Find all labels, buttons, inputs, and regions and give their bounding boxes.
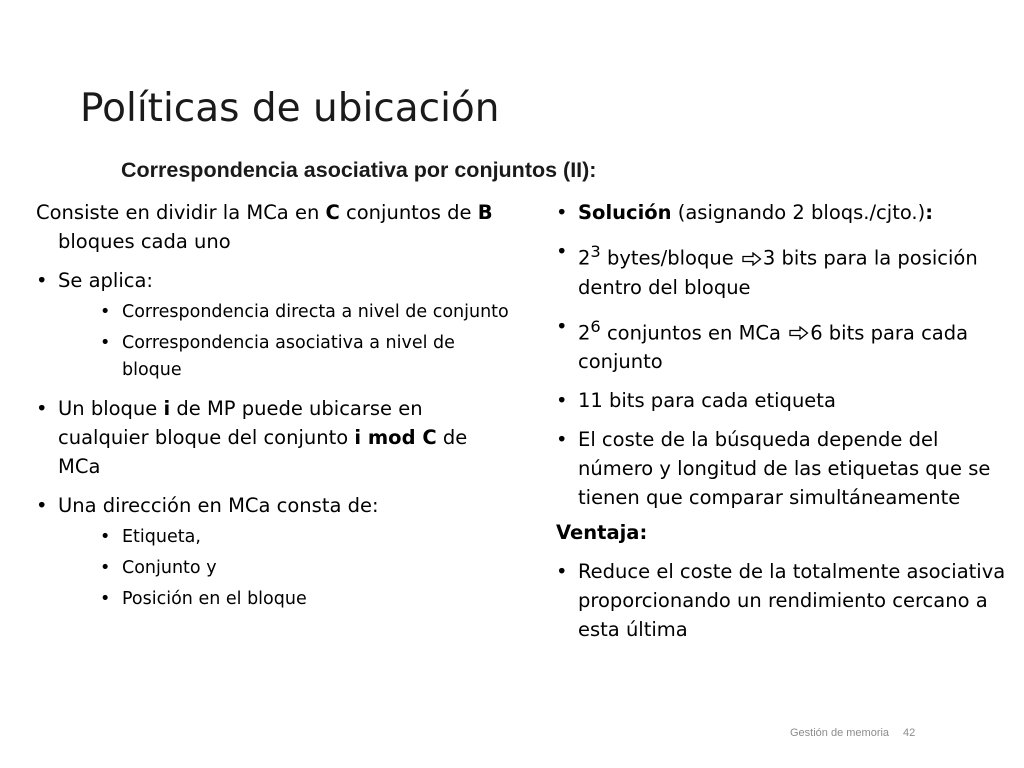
advantage-bullet: • Reduce el coste de la totalmente asociativa proporcionando un rendimiento cercano a esta última [556,557,1014,644]
blocks-variable: B [477,201,493,224]
left-column [36,198,514,613]
list-item: • Correspondencia asociativa a nivel de bloque [100,330,514,384]
sets-variable: C [325,201,340,224]
footer-label: Gestión de memoria [790,727,890,739]
outline-right-arrow-icon [742,252,762,266]
address-sublist [58,524,514,613]
list-item: • Correspondencia directa a nivel de conjunto [100,299,514,326]
applies-bullet: • Se aplica: • Correspondencia directa a nivel de conjunto • Correspondencia asociativa a nivel de bloque [36,266,514,384]
right-column [556,198,1014,644]
applies-sublist [58,299,514,384]
sets-bullet: • $2^6$ conjuntos en MCa 6 bits para cada conjunto [556,312,1014,377]
tag-bullet: • 11 bits para cada etiqueta [556,386,1014,415]
left-bullet-list [36,266,514,613]
slide-subtitle: Correspondencia asociativa por conjuntos (II): [121,158,597,182]
block-placement-bullet: • Un bloque i de MP puede ubicarse en cualquier bloque del conjunto i mod C de MCa [36,394,514,481]
list-item: • Posición en el bloque [100,586,514,613]
right-bullet-list [556,198,1014,512]
outline-right-arrow-icon [789,326,809,340]
list-item: • Conjunto y [100,555,514,582]
slide-footer [790,727,915,739]
solution-bullet: • Solución (asignando 2 bloqs./cjto.): [556,198,1014,227]
advantage-heading: Ventaja: [556,521,648,544]
advantage-list [556,557,1014,644]
address-bullet: • Una dirección en MCa consta de: • Etiqueta, • Conjunto y • Posición en el bloque [36,491,514,613]
slide-title: Políticas de ubicación [80,86,500,131]
page-number: 42 [903,727,916,739]
cost-bullet: • El coste de la búsqueda depende del número y longitud de las etiquetas que se tienen que comparar simultáneamente [556,425,1014,512]
intro-paragraph: Consiste en dividir la MCa en C conjuntos de B bloques cada uno [36,201,493,253]
list-item: • Etiqueta, [100,524,514,551]
bytes-bullet: • $2^3$ bytes/bloque 3 bits para la posición dentro del bloque [556,237,1014,302]
